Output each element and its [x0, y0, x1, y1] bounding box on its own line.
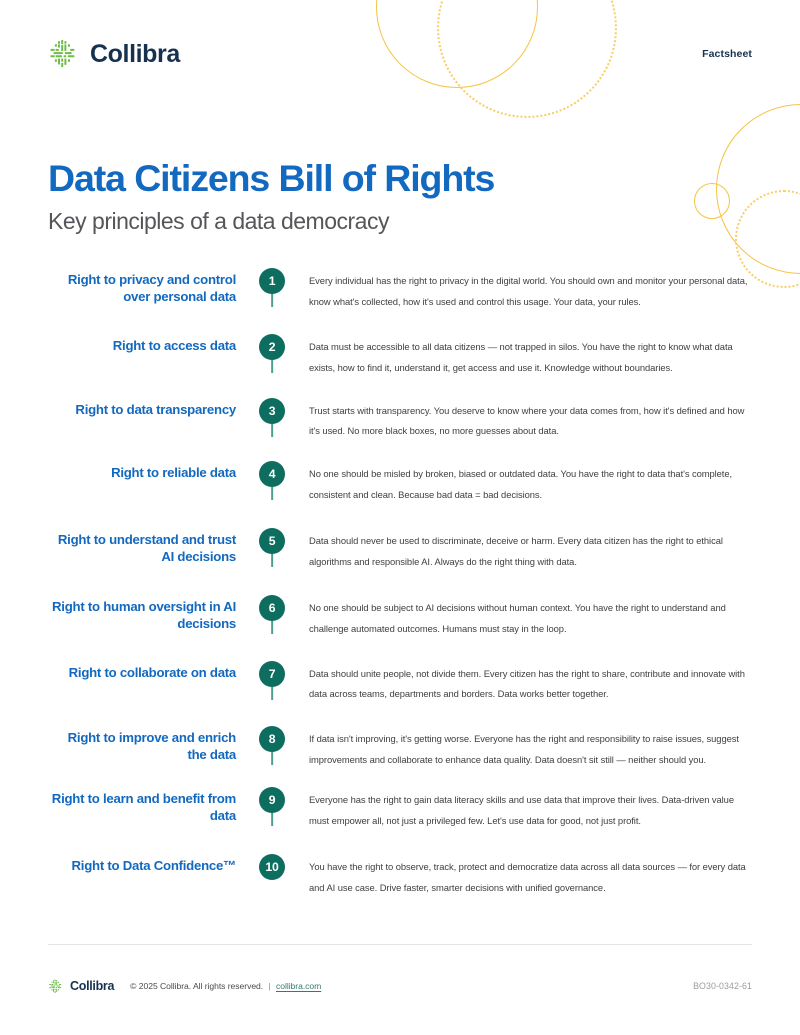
- right-item-body: You have the right to observe, track, protect and democratize data across all data sources — for every data and AI use case. Drive faster, smarter decisions with unified governance.: [309, 860, 746, 893]
- right-item-number-badge: 6: [259, 595, 285, 621]
- right-item: [0, 661, 800, 706]
- rights-list: [0, 268, 800, 899]
- footer-brand-name: Collibra: [70, 979, 115, 993]
- right-item-number-badge: 5: [259, 528, 285, 554]
- right-item-number-badge: 2: [259, 334, 285, 360]
- collibra-dots-logo-icon: [48, 979, 63, 994]
- right-item: [0, 528, 800, 573]
- right-item-number-badge: 9: [259, 787, 285, 813]
- right-item-number-badge: 7: [259, 661, 285, 687]
- right-item: [0, 461, 800, 506]
- right-item-body: No one should be subject to AI decisions without human context. You have the right to understand and challenge automated outcomes. Humans must stay in the loop.: [309, 601, 726, 634]
- document-code: BO30-0342-61: [693, 981, 752, 991]
- right-item-body: Data should never be used to discriminate, deceive or harm. Every data citizen has the right to ethical algorithms and responsible AI. Always do the right thing with data.: [309, 535, 723, 567]
- right-item-body: Data should unite people, not divide them. Every citizen has the right to share, contribute and innovate with data across teams, departments and borders. Data works better together.: [309, 667, 745, 700]
- right-item-heading: Right to improve and enrich the data: [67, 730, 236, 763]
- right-item: [0, 398, 800, 443]
- right-item-marker: [250, 661, 294, 687]
- footer-collibra-logo: [48, 979, 114, 994]
- page-header: [0, 0, 800, 108]
- right-item-heading: Right to privacy and control over personal data: [67, 272, 236, 305]
- right-item-marker: [250, 787, 294, 813]
- right-item-heading: Right to human oversight in AI decisions: [52, 598, 236, 631]
- right-item-number-badge: 4: [259, 461, 285, 487]
- right-item-heading: Right to Data Confidence™: [71, 857, 236, 873]
- right-item: [0, 726, 800, 771]
- right-item: [0, 854, 800, 899]
- footer-copyright: [130, 981, 321, 991]
- right-item-body: No one should be misled by broken, biased or outdated data. You have the right to data that's complete, consistent and clean. Because bad data = bad decisions.: [309, 468, 732, 501]
- right-item-heading: Right to reliable data: [111, 465, 236, 481]
- right-item-body: Data must be accessible to all data citizens — not trapped in silos. You have the right to know what data exists, how to find it, understand it, get access and use it. Knowledge without boundaries.: [309, 340, 733, 373]
- right-item-number-badge: 1: [259, 268, 285, 294]
- right-item-heading: Right to data transparency: [75, 401, 236, 417]
- right-item-number-badge: 8: [259, 726, 285, 752]
- right-item: [0, 268, 800, 313]
- right-item-heading: Right to learn and benefit from data: [51, 791, 236, 824]
- right-item-marker: [250, 595, 294, 621]
- right-item-body: Every individual has the right to privacy in the digital world. You should own and monitor your personal data, know what's collected, how it's used and control this usage. Your data, your rules.: [309, 275, 748, 307]
- right-item-marker: [250, 726, 294, 752]
- right-item-body: If data isn't improving, it's getting worse. Everyone has the right and responsibility to raise issues, suggest improvements and collaborate to enhance data quality. Data doesn't sit still — neither should you.: [309, 733, 739, 766]
- right-item-number-badge: 3: [259, 398, 285, 424]
- right-item-marker: [250, 398, 294, 424]
- decorative-circle-solid-right-small: [694, 183, 730, 219]
- right-item-marker: [250, 854, 294, 880]
- copyright-text: © 2025 Collibra. All rights reserved.: [130, 981, 264, 991]
- right-item-marker: [250, 461, 294, 487]
- right-item-body: Trust starts with transparency. You deserve to know where your data comes from, how it's defined and how it's used. No more black boxes, no more guesses about data.: [309, 404, 745, 437]
- right-item-body: Everyone has the right to gain data literacy skills and use data that improve their lives. Data-driven value must empower all, not just a privileged few. Let's use data for good, not just profit.: [309, 794, 734, 826]
- right-item: [0, 787, 800, 832]
- decorative-circle-solid-right-large: [716, 104, 800, 274]
- page-footer: [0, 966, 800, 1006]
- right-item-marker: [250, 528, 294, 554]
- right-item-heading: Right to access data: [112, 337, 236, 353]
- right-item: [0, 595, 800, 640]
- document-kind-label: Factsheet: [702, 48, 752, 60]
- right-item-marker: [250, 268, 294, 294]
- page-subtitle: Key principles of a data democracy: [48, 207, 389, 234]
- right-item-marker: [250, 334, 294, 360]
- right-item-heading: Right to collaborate on data: [68, 664, 236, 680]
- right-item-heading: Right to understand and trust AI decisions: [57, 532, 236, 565]
- collibra-dots-logo-icon: [48, 39, 78, 69]
- collibra-logo: [48, 39, 180, 69]
- footer-divider: [48, 944, 752, 945]
- brand-name: Collibra: [90, 39, 180, 68]
- collibra-website-link[interactable]: collibra.com: [276, 981, 322, 991]
- page-title: Data Citizens Bill of Rights: [48, 157, 495, 199]
- right-item-number-badge: 10: [259, 854, 285, 880]
- title-block: [48, 158, 494, 234]
- footer-separator: |: [268, 981, 271, 991]
- right-item: [0, 334, 800, 379]
